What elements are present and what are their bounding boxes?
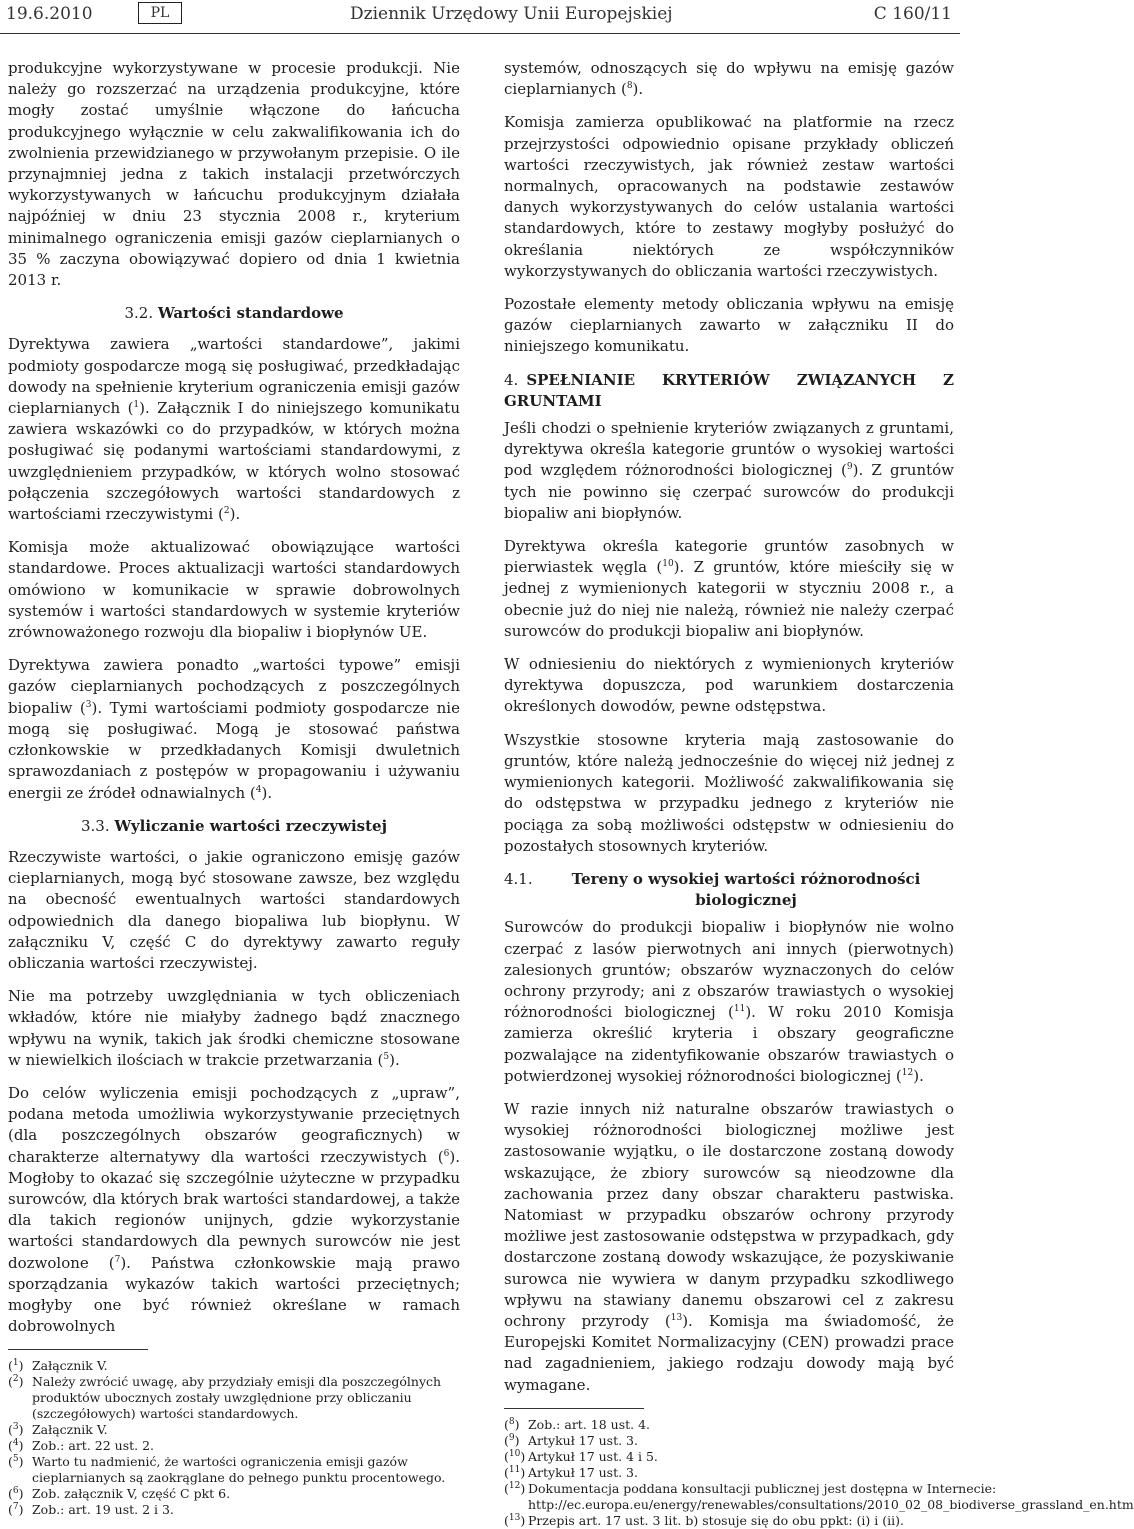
- text: ).: [632, 80, 644, 99]
- header-journal-title: Dziennik Urzędowy Unii Europejskiej: [350, 4, 673, 24]
- text: ). W roku 2010 Komisja zamierza określić kryteria i obszary geograficzne pozwalające na zidentyfikowanie obszarów trawiastych o potwierdzonej wysokiej różnorodności biologicznej (: [504, 1003, 954, 1085]
- footnote: [504, 1417, 954, 1433]
- paragraph: [8, 334, 460, 525]
- section-heading-4: [504, 370, 954, 412]
- footnote-number: ($^{12}$): [504, 1480, 526, 1496]
- section-number: 3.2.: [124, 304, 154, 323]
- section-heading-3-3: [8, 816, 460, 837]
- paragraph: Wszystkie stosowne kryteria mają zastosowanie do gruntów, które należą jednocześnie do więcej niż jednej z wymienionych kategorii. Możliwość zakwalifikowania się do odstępstwa w przypadku jednego z kryteriów nie pociąga za sobą możliwości odstępstw w odniesieniu do pozostałych stosownych kryteriów.: [504, 730, 954, 855]
- paragraph: [504, 536, 954, 642]
- footnote-text: Artykuł 17 ust. 3.: [528, 1464, 638, 1480]
- footnote-divider: [504, 1408, 644, 1409]
- text: Dyrektywa określa kategorie gruntów zasobnych w pierwiastek węgla (: [504, 537, 954, 577]
- footnote-ref[interactable]: 1: [133, 400, 140, 411]
- text: W razie innych niż naturalne obszarów trawiastych o wysokiej różnorodności biologicznej możliwe jest zastosowanie wyjątku, o ile dostarczone zostaną dowody wskazujące, że zbiory surowców są nieodzowne dla zachowania przez dany obszar charakteru pastwiska. Natomiast w przypadku obszarów ochrony przyrody możliwe jest zastosowanie odstępstwa w przypadkach, gdy dostarczone zostaną dowody wskazujące, że pozyskiwanie surowca nie wywiera w danym przypadku szkodliwego wpływu na stawiany danemu obszarowi cel z zakresu ochrony przyrody (: [504, 1099, 954, 1330]
- header-divider: [0, 33, 960, 34]
- paragraph: Pozostałe elementy metody obliczania wpływu na emisję gazów cieplarnianych zawarto w załączniku II do niniejszego komunikatu.: [504, 295, 954, 356]
- section-title: Wartości standardowe: [157, 304, 344, 323]
- footnote: [8, 1374, 460, 1422]
- paragraph: W odniesieniu do niektórych z wymienionych kryteriów dyrektywa dopuszcza, pod warunkiem dostarczenia określonych dowodów, pewne odstępstwa.: [504, 655, 954, 716]
- footnote-ref[interactable]: 12: [901, 1067, 914, 1078]
- footnote-ref[interactable]: 13: [670, 1312, 683, 1323]
- footnote-text: Przepis art. 17 ust. 3 lit. b) stosuje się do obu ppkt: (i) i (ii).: [528, 1512, 904, 1528]
- header-date: 19.6.2010: [6, 4, 93, 24]
- footnote-text: Załącznik V.: [32, 1358, 108, 1374]
- footnote-ref[interactable]: 3: [85, 699, 92, 710]
- footnote-ref[interactable]: 11: [733, 1004, 746, 1015]
- footnote-divider: [8, 1349, 148, 1350]
- footnote-ref[interactable]: 8: [626, 81, 633, 92]
- footnote: [504, 1513, 954, 1529]
- footnote-number: ($^{10}$): [504, 1448, 526, 1464]
- footnote-number: ($^5$): [8, 1454, 24, 1470]
- paragraph: [8, 1083, 460, 1337]
- paragraph: [8, 986, 460, 1071]
- text: ).: [229, 505, 241, 524]
- footnote-ref[interactable]: 2: [223, 506, 230, 517]
- section-title: SPEŁNIANIE KRYTERIÓW ZWIĄZANYCH Z GRUNTAMI: [504, 370, 954, 410]
- header-page-number: C 160/11: [873, 4, 952, 24]
- text: ).: [913, 1066, 924, 1085]
- paragraph: [504, 418, 954, 524]
- text: Surowców do produkcji biopaliw i biopłynów nie wolno czerpać z lasów pierwotnych ani innych (pierwotnych) zalesionych gruntów; obszarów wyznaczonych do celów ochrony przyrody; ani z obszarów trawiastych o wysokiej różnorodności biologicznej (: [504, 918, 954, 1022]
- footnote-number: ($^2$): [8, 1374, 24, 1390]
- text: systemów, odnoszących się do wpływu na emisję gazów cieplarnianych (: [504, 59, 954, 99]
- text: ). Komisja ma świadomość, że Europejski Komitet Normalizacyjny (CEN) prowadzi prace nad zagadnieniem, jakiego rodzaju dowody mają być wymagane.: [504, 1311, 954, 1394]
- footnote: [504, 1449, 954, 1465]
- footnote-number: ($^7$): [8, 1502, 24, 1518]
- text: ). Z gruntów, które mieściły się w jednej z wymienionych kategorii w styczniu 2008 r., a obecnie już do niej nie należą, również nie należy czerpać surowców do produkcji biopaliw ani biopłynów.: [504, 558, 954, 640]
- footnote-text: Zob.: art. 19 ust. 2 i 3.: [32, 1502, 174, 1518]
- footnote-list: [8, 1358, 460, 1518]
- paragraph: Komisja może aktualizować obowiązujące wartości standardowe. Proces aktualizacji wartości standardowych omówiono w komunikacie w sprawie dobrowolnych systemów i wartości standardowych w systemie kryteriów zrównoważonego rozwoju dla biopaliw i biopłynów UE.: [8, 538, 460, 642]
- section-number: 3.3.: [80, 816, 110, 835]
- text: ). Państwa członkowskie mają prawo sporządzania wykazów takich wartości przeciętnych; mogłyby one być również określane w ramach dobrowolnych: [8, 1253, 460, 1336]
- text: Nie ma potrzeby uwzględniania w tych obliczeniach wkładów, które nie miałyby żadnego bądź znacznego wpływu na wynik, takich jak środki chemiczne stosowane w niewielkich ilościach w trakcie przetwarzania (: [8, 987, 460, 1069]
- left-column: [8, 58, 460, 1518]
- text: ).: [261, 783, 273, 802]
- footnote-ref[interactable]: 10: [662, 559, 674, 570]
- footnote-ref[interactable]: 5: [383, 1051, 390, 1062]
- text: ). Mogłoby to okazać się szczególnie użyteczne w przypadku surowców, dla których brak wartości standardowej, a także dla takich regionów unijnych, gdzie wykorzystanie wartości standardowych dla pewnych surowców nie jest dozwolone (: [8, 1147, 460, 1272]
- footnote-text: Zob.: art. 22 ust. 2.: [32, 1438, 155, 1454]
- footnote-text: Zob. załącznik V, część C pkt 6.: [32, 1486, 231, 1502]
- footnote-text: Zob.: art. 18 ust. 4.: [528, 1416, 651, 1432]
- footnote-number: ($^6$): [8, 1486, 24, 1502]
- footnote-ref[interactable]: 6: [443, 1148, 450, 1159]
- footnote: [8, 1454, 460, 1486]
- footnote-number: ($^{11}$): [504, 1464, 526, 1480]
- footnote-number: ($^9$): [504, 1432, 520, 1448]
- paragraph: Rzeczywiste wartości, o jakie ograniczono emisję gazów cieplarnianych, mogą być stosowane zawsze, bez względu na obecność ewentualnych wartości standardowych odpowiednich dla danego biopaliwa lub biopłynu. W załączniku V, część C do dyrektywy zawarto reguły obliczania wartości rzeczywistej.: [8, 847, 460, 972]
- section-title: Wyliczanie wartości rzeczywistej: [114, 816, 388, 835]
- text: Do celów wyliczenia emisji pochodzących z „upraw”, podana metoda umożliwia wykorzystywanie przeciętnych (dla poszczególnych obszarów geograficznych) w charakterze alternatywy dla wartości rzeczywistych (: [8, 1083, 460, 1166]
- footnote-text: Artykuł 17 ust. 3.: [528, 1432, 638, 1448]
- footnote-list: [504, 1416, 1134, 1529]
- page-header: [0, 0, 960, 34]
- footnote: [8, 1358, 460, 1374]
- text: ).: [389, 1050, 400, 1069]
- footnote: [504, 1433, 954, 1449]
- section-heading-3-2: [8, 303, 460, 324]
- footnote: [8, 1502, 460, 1518]
- right-column: [504, 58, 1134, 1529]
- footnote: [8, 1486, 460, 1502]
- paragraph: [504, 1099, 954, 1396]
- paragraph: [504, 58, 954, 100]
- footnote-number: ($^4$): [8, 1438, 24, 1454]
- text: ). Z gruntów tych nie powinno się czerpać surowców do produkcji biopaliw ani biopłynów.: [504, 461, 955, 522]
- footnote: [8, 1438, 460, 1454]
- paragraph: produkcyjne wykorzystywane w procesie produkcji. Nie należy go rozszerzać na urządzenia produkcyjne, które mogły zostać umyślnie włączone do łańcucha produkcyjnego wyłącznie w celu zakwalifikowania ich do zwolnienia przewidzianego w przywołanym przepisie. O ile przynajmniej jedna z takich instalacji przetwórczych wykorzystywanych w łańcuchu produkcyjnym działała najpóźniej w dniu 23 stycznia 2008 r., kryterium minimalnego ograniczenia emisji gazów cieplarnianych o 35 % zaczyna obowiązywać dopiero od dnia 1 kwietnia 2013 r.: [8, 59, 460, 290]
- text: ). Załącznik I do niniejszego komunikatu zawiera wskazówki co do przypadków, w których można posługiwać się podanymi wartościami standardowymi, z uwzględnieniem przypadków, w których wolno stosować połączenia szczegółowych wartości standardowych z wartościami rzeczywistymi (: [8, 399, 460, 524]
- text: ). Tymi wartościami podmioty gospodarcze nie mogą się posługiwać. Mogą je stosować państwa członkowskie w przedkładanych Komisji dwuletnich sprawozdaniach z postępów w propagowaniu i używaniu energii ze źródeł odnawialnych (: [8, 698, 460, 802]
- section-heading-4-1: [504, 869, 954, 911]
- paragraph: Komisja zamierza opublikować na platformie na rzecz przejrzystości odpowiednio opisane przykłady obliczeń wartości rzeczywistych, jak również zestaw wartości normalnych, opracowanych na podstawie zestawów danych wykorzystywanych do celów ustalania wartości standardowych, które to zestawy mogłyby posłużyć do określania niektórych ze współczynników wykorzystywanych do obliczania wartości rzeczywistych.: [504, 113, 954, 280]
- footnote-ref[interactable]: 4: [255, 784, 262, 795]
- footnote-ref[interactable]: 9: [846, 462, 853, 473]
- footnote: [504, 1465, 954, 1481]
- text: Dyrektywa zawiera ponadto „wartości typowe” emisji gazów cieplarnianych pochodzących z poszczególnych biopaliw (: [8, 656, 460, 717]
- section-number: 4.1.: [504, 869, 533, 888]
- text: Dyrektywa zawiera „wartości standardowe”, jakimi podmioty gospodarcze mogą się posługiwać, przedkładając dowody na spełnienie kryterium ograniczenia emisji gazów cieplarnianych (: [8, 335, 460, 418]
- section-title: Tereny o wysokiej wartości różnorodności biologicznej: [571, 869, 921, 910]
- footnote: [504, 1480, 1134, 1513]
- paragraph: [504, 917, 954, 1087]
- footnote-text: Należy zwrócić uwagę, aby przydziały emisji dla poszczególnych produktów ubocznych zostały uwzględnione przy obliczaniu (szczegółowych) wartości standardowych.: [32, 1374, 442, 1422]
- footnote-number: ($^{13}$): [504, 1512, 526, 1528]
- section-number: 4.: [504, 370, 519, 389]
- text: Jeśli chodzi o spełnienie kryteriów związanych z gruntami, dyrektywa określa kategorie gruntów o wysokiej wartości pod względem różnorodności biologicznej (: [504, 419, 954, 480]
- header-language-badge: PL: [138, 2, 182, 24]
- footnote-number: ($^3$): [8, 1422, 24, 1438]
- footnote: [8, 1422, 460, 1438]
- footnote-ref[interactable]: 7: [114, 1254, 121, 1265]
- footnote-text: Załącznik V.: [32, 1422, 108, 1438]
- paragraph: [8, 655, 460, 803]
- footnote-text: Dokumentacja poddana konsultacji publicznej jest dostępna w Internecie: http://ec.europa.eu/energy/renewables/consultations/2010_02_08_biodiverse_grassland_en.htm: [528, 1480, 1134, 1512]
- footnote-text: Artykuł 17 ust. 4 i 5.: [528, 1448, 658, 1464]
- footnote-number: ($^8$): [504, 1416, 520, 1432]
- footnote-text: Warto tu nadmienić, że wartości ograniczenia emisji gazów cieplarnianych są zaokrąglane do pełnego punktu procentowego.: [32, 1454, 446, 1486]
- footnote-number: ($^1$): [8, 1358, 24, 1374]
